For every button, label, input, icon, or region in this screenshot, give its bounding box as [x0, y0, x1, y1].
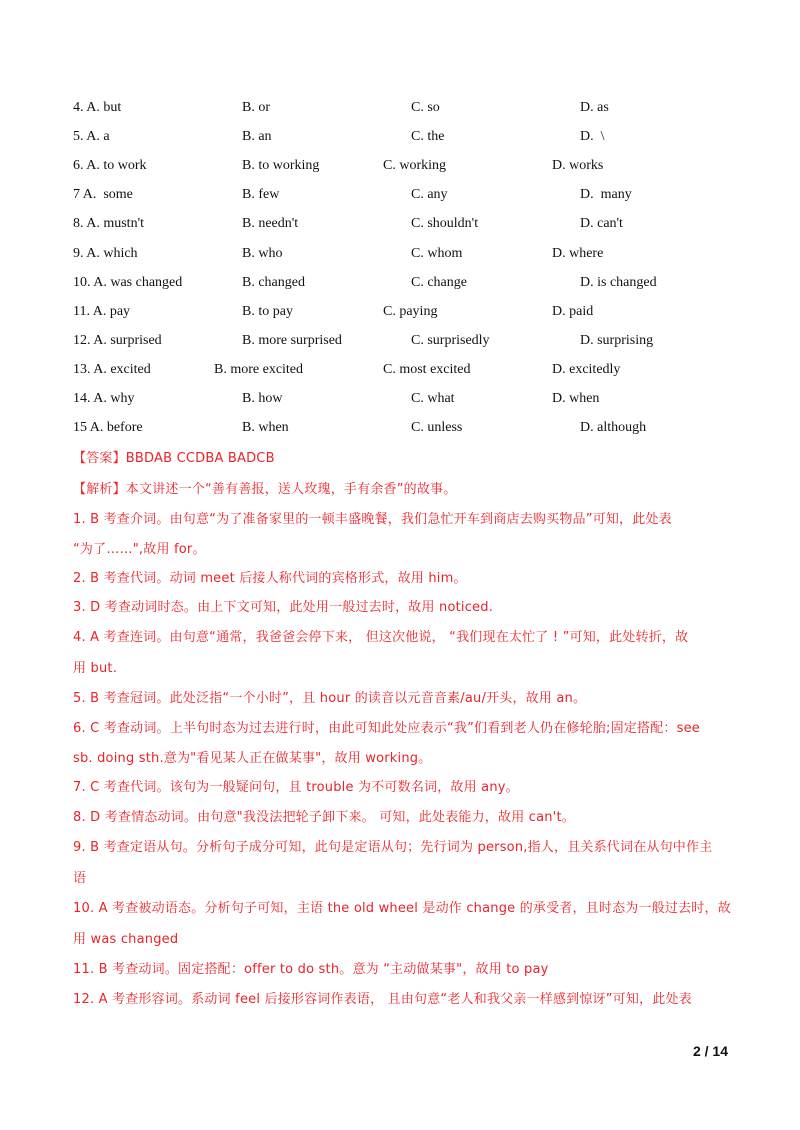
option-d: D. many	[580, 187, 632, 202]
option-d: D. excitedly	[552, 362, 621, 377]
explanation-line: 11. B 考查动词。固定搭配：offer to do sth。意为 “主动做某事"，故用 to pay	[73, 962, 549, 977]
explanation-line: 9. B 考查定语从句。分析句子成分可知，此句是定语从句；先行词为 person,指人，且关系代词在从句中作主	[73, 840, 713, 855]
option-d: D. \	[580, 129, 605, 144]
option-b: B. needn't	[242, 216, 299, 231]
option-d: D. is changed	[580, 275, 657, 290]
option-a: 11. A. pay	[73, 304, 131, 319]
option-a: 9. A. which	[73, 246, 138, 261]
option-d: D. works	[552, 158, 604, 173]
explanation-line: 6. C 考查动词。上半句时态为过去进行时，由此可知此处应表示“我”们看到老人仍在修轮胎;固定搭配：see	[73, 721, 700, 736]
option-d: D. although	[580, 420, 647, 435]
option-a: 13. A. excited	[73, 362, 151, 377]
option-c: C. paying	[383, 304, 438, 319]
option-a: 6. A. to work	[73, 158, 147, 173]
option-a: 12. A. surprised	[73, 333, 162, 348]
option-d: D. as	[580, 100, 609, 115]
explanation-line: 8. D 考查情态动词。由句意"我没法把轮子卸下来。 可知，此处表能力，故用 can't。	[73, 810, 575, 825]
option-b: B. more excited	[214, 362, 304, 377]
explanation-line: 2. B 考查代词。动词 meet 后接人称代词的宾格形式，故用 him。	[73, 571, 467, 586]
option-c: C. shouldn't	[411, 216, 479, 231]
explanation-summary: 【解析】本文讲述一个“善有善报，送人玫瑰，手有余香”的故事。	[73, 482, 457, 497]
option-d: D. where	[552, 246, 604, 261]
option-b: B. an	[242, 129, 272, 144]
option-a: 15 A. before	[73, 420, 143, 435]
explanation-line: 用 but.	[73, 661, 118, 676]
explanation-line: 7. C 考查代词。该句为一般疑问句，且 trouble 为不可数名词，故用 any。	[73, 780, 519, 795]
option-c: C. most excited	[383, 362, 471, 377]
option-a: 7 A. some	[73, 187, 133, 202]
explanation-line: 语	[73, 871, 87, 886]
option-b: B. or	[242, 100, 270, 115]
option-b: B. who	[242, 246, 283, 261]
explanation-line: 3. D 考查动词时态。由上下文可知，此处用一般过去时，故用 noticed.	[73, 600, 494, 615]
option-c: C. what	[411, 391, 455, 406]
option-c: C. the	[411, 129, 445, 144]
option-c: C. working	[383, 158, 446, 173]
option-d: D. can't	[580, 216, 623, 231]
explanation-line: 12. A 考查形容词。系动词 feel 后接形容词作表语， 且由句意“老人和我父亲一样感到惊讶”可知，此处表	[73, 992, 692, 1007]
option-c: C. surprisedly	[411, 333, 490, 348]
option-a: 10. A. was changed	[73, 275, 183, 290]
option-b: B. few	[242, 187, 280, 202]
explanation-line: 用 was changed	[73, 932, 179, 947]
option-a: 8. A. mustn't	[73, 216, 144, 231]
option-a: 5. A. a	[73, 129, 110, 144]
explanation-line: 4. A 考查连词。由句意“通常，我爸爸会停下来， 但这次他说， “我们现在太忙了 ! ”可知，此处转折，故	[73, 630, 689, 645]
answer-key: 【答案】BBDAB CCDBA BADCB	[73, 451, 275, 466]
option-c: C. so	[411, 100, 440, 115]
option-b: B. to working	[242, 158, 320, 173]
option-b: B. to pay	[242, 304, 293, 319]
explanation-line: 10. A 考查被动语态。分析句子可知，主语 the old wheel 是动作 change 的承受者，且时态为一般过去时，故	[73, 901, 731, 916]
option-b: B. when	[242, 420, 289, 435]
explanation-line: 5. B 考查冠词。此处泛指“一个小时”，且 hour 的读音以元音音素/au/开头，故用 an。	[73, 691, 587, 706]
option-d: D. when	[552, 391, 600, 406]
option-c: C. whom	[411, 246, 463, 261]
option-c: C. any	[411, 187, 448, 202]
option-c: C. unless	[411, 420, 463, 435]
option-a: 14. A. why	[73, 391, 135, 406]
option-a: 4. A. but	[73, 100, 122, 115]
option-d: D. surprising	[580, 333, 654, 348]
option-b: B. how	[242, 391, 283, 406]
page-number: 2 / 14	[692, 1043, 728, 1059]
option-b: B. changed	[242, 275, 305, 290]
explanation-line: sb. doing sth.意为"看见某人正在做某事"，故用 working。	[73, 751, 432, 766]
option-b: B. more surprised	[242, 333, 342, 348]
explanation-line: 1. B 考查介词。由句意“为了准备家里的一顿丰盛晚餐，我们急忙开车到商店去购买物品”可知，此处表	[73, 512, 672, 527]
explanation-line: “为了……",故用 for。	[73, 542, 206, 557]
option-c: C. change	[411, 275, 467, 290]
option-d: D. paid	[552, 304, 594, 319]
